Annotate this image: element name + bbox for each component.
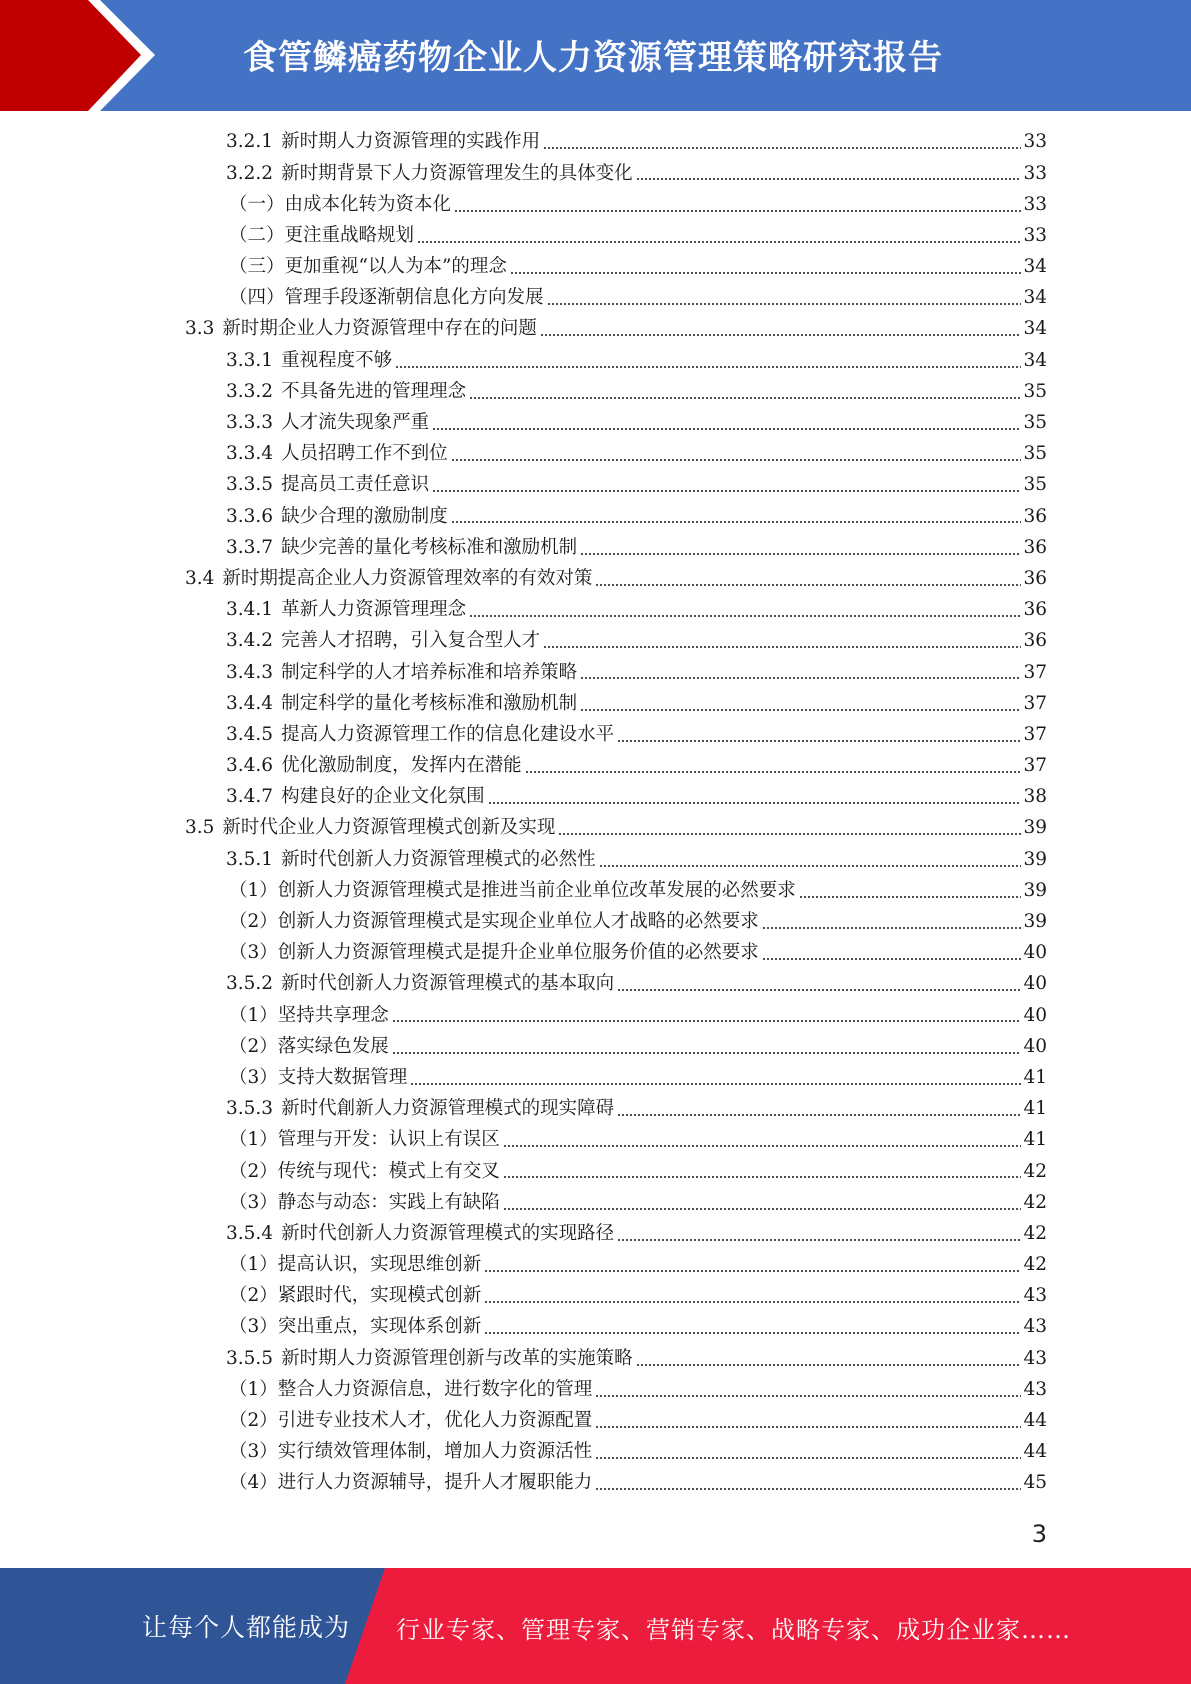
toc-entry[interactable] [0, 938, 1047, 969]
toc-entry-text: （2）引进专业技术人才，优化人力资源配置 [229, 1410, 593, 1432]
toc-entry-text: 新时期提高企业人力资源管理效率的有效对策 [222, 567, 593, 589]
toc-entry-title [229, 1443, 592, 1462]
toc-entry[interactable] [0, 1250, 1047, 1281]
toc-dot-leader [417, 241, 1021, 243]
toc-entry-text: 革新人力资源管理理念 [281, 599, 467, 621]
toc-entry-text: （3）实行绩效管理体制，增加人力资源活性 [229, 1441, 593, 1463]
toc-page-number: 33 [1023, 162, 1047, 184]
toc-dot-leader [543, 147, 1021, 149]
toc-dot-leader [595, 584, 1021, 586]
toc-entry-title [229, 1131, 500, 1150]
toc-entry-text: 新时期人力资源管理创新与改革的实施策略 [281, 1347, 633, 1369]
toc-page-number: 43 [1023, 1285, 1047, 1307]
toc-entry-text: （2）传统与现代：模式上有交叉 [229, 1160, 500, 1182]
toc-entry-number: 3.5.1 [226, 848, 274, 870]
toc-page-number: 34 [1023, 349, 1047, 371]
toc-page-number: 38 [1023, 786, 1047, 808]
toc-entry[interactable] [0, 1031, 1047, 1062]
toc-entry-text: 重视程度不够 [281, 349, 393, 371]
toc-page-number: 34 [1023, 256, 1047, 278]
toc-page-number: 37 [1023, 755, 1047, 777]
toc-entry[interactable] [0, 1094, 1047, 1125]
toc-entry[interactable] [0, 127, 1047, 158]
toc-entry[interactable] [0, 345, 1047, 376]
toc-dot-leader [484, 1301, 1021, 1303]
toc-entry[interactable] [0, 1125, 1047, 1156]
toc-dot-leader [580, 677, 1021, 679]
toc-entry-number: 3.3 [185, 318, 215, 340]
toc-entry-title [229, 1287, 481, 1306]
toc-page-number: 34 [1023, 287, 1047, 309]
toc-entry-text: 提高员工责任意识 [281, 474, 430, 496]
toc-dot-leader [617, 989, 1021, 991]
toc-entry-title [229, 224, 415, 246]
toc-entry-text: （二）更注重战略规划 [229, 224, 415, 246]
toc-entry[interactable] [0, 813, 1047, 844]
toc-entry-title [229, 1066, 408, 1088]
toc-dot-leader [503, 1145, 1022, 1147]
toc-page-number: 41 [1023, 1098, 1047, 1120]
toc-entry-text: （2）紧跟时代，实现模式创新 [229, 1285, 482, 1307]
toc-dot-leader [432, 490, 1021, 492]
toc-page-number: 43 [1023, 1378, 1047, 1400]
toc-dot-leader [617, 740, 1021, 742]
toc-dot-leader [547, 303, 1022, 305]
toc-dot-leader [595, 1395, 1021, 1397]
toc-entry-title [226, 788, 485, 807]
toc-entry-title [229, 913, 759, 932]
toc-page-number: 35 [1023, 412, 1047, 434]
toc-entry-number: 3.4 [185, 567, 215, 589]
toc-dot-leader [392, 1020, 1022, 1022]
toc-entry-text: 新时代创新人力资源管理模式的必然性 [281, 848, 596, 870]
toc-entry[interactable] [0, 439, 1047, 470]
toc-page-number: 33 [1023, 131, 1047, 153]
toc-page-number: 35 [1023, 443, 1047, 465]
toc-entry[interactable] [0, 1437, 1047, 1468]
toc-entry-number: 3.5.3 [226, 1098, 274, 1120]
toc-entry-number: 3.3.4 [226, 443, 274, 465]
toc-entry-text: 新时期企业人力资源管理中存在的问题 [222, 318, 537, 340]
toc-entry-text: （三）更加重视“以人为本”的理念 [229, 256, 507, 278]
toc-page-number: 40 [1023, 942, 1047, 964]
toc-entry-number: 3.2.2 [226, 162, 274, 184]
toc-entry-title [229, 193, 452, 215]
toc-dot-leader [617, 1239, 1021, 1241]
toc-entry-title [226, 848, 596, 870]
toc-entry-title [226, 723, 615, 745]
toc-entry-number: 3.3.1 [226, 349, 274, 371]
toc-entry[interactable] [0, 751, 1047, 782]
toc-dot-leader [595, 1488, 1021, 1490]
toc-page-number: 39 [1023, 817, 1047, 839]
toc-entry-title [185, 567, 593, 589]
toc-entry-text: （1）整合人力资源信息，进行数字化的管理 [229, 1378, 593, 1400]
toc-entry-number: 3.4.4 [226, 692, 274, 714]
toc-entry-title [226, 476, 429, 495]
toc-entry[interactable] [0, 470, 1047, 501]
toc-page-number: 37 [1023, 692, 1047, 714]
toc-entry[interactable] [0, 657, 1047, 688]
toc-page-number: 41 [1023, 1066, 1047, 1088]
toc-page-number: 41 [1023, 1129, 1047, 1151]
toc-entry-text: 优化激励制度，发挥内在潜能 [281, 755, 522, 777]
toc-dot-leader [580, 709, 1021, 711]
footer-banner [0, 1568, 1191, 1684]
toc-dot-leader [599, 865, 1022, 867]
toc-page-number: 35 [1023, 380, 1047, 402]
toc-entry-number: 3.3.2 [226, 380, 274, 402]
toc-page-number: 33 [1023, 224, 1047, 246]
toc-page-number: 35 [1023, 474, 1047, 496]
toc-page-number: 44 [1023, 1410, 1047, 1432]
toc-entry-number: 3.2.1 [226, 131, 274, 153]
toc-entry[interactable] [0, 158, 1047, 189]
toc-entry-text: 制定科学的人才培养标准和培养策略 [281, 661, 578, 683]
toc-entry[interactable] [0, 782, 1047, 813]
toc-entry-title [226, 133, 540, 152]
toc-dot-leader [636, 1364, 1022, 1366]
toc-page-number: 42 [1023, 1254, 1047, 1276]
toc-page-number: 42 [1023, 1160, 1047, 1182]
toc-dot-leader [510, 272, 1022, 274]
toc-entry-number: 3.5.2 [226, 973, 274, 995]
toc-entry-text: 人员招聘工作不到位 [281, 443, 448, 465]
toc-entry-text: 提高人力资源管理工作的信息化建设水平 [281, 723, 615, 745]
toc-page-number: 43 [1023, 1347, 1047, 1369]
toc-dot-leader [595, 1457, 1021, 1459]
page-number: 3 [1031, 1520, 1047, 1548]
toc-entry-title [226, 692, 578, 714]
toc-entry-title [229, 1256, 481, 1275]
toc-page-number: 36 [1023, 630, 1047, 652]
toc-entry[interactable] [0, 844, 1047, 875]
toc-dot-leader [799, 896, 1022, 898]
toc-dot-leader [469, 397, 1021, 399]
toc-entry-text: （四）管理手段逐渐朝信息化方向发展 [229, 287, 544, 309]
toc-entry-number: 3.4.6 [226, 755, 274, 777]
toc-entry[interactable] [0, 1468, 1047, 1499]
toc-page-number: 39 [1023, 911, 1047, 933]
toc-dot-leader [580, 553, 1021, 555]
toc-entry-title [229, 289, 544, 308]
toc-entry[interactable] [0, 1000, 1047, 1031]
toc-dot-leader [451, 521, 1022, 523]
toc-page-number: 39 [1023, 848, 1047, 870]
toc-entry-text: （4）进行人力资源辅导，提升人才履职能力 [229, 1472, 593, 1494]
toc-entry-number: 3.4.5 [226, 723, 274, 745]
toc-dot-leader [392, 1052, 1022, 1054]
toc-entry[interactable] [0, 1343, 1047, 1374]
toc-page-number: 33 [1023, 193, 1047, 215]
toc-page-number: 36 [1023, 505, 1047, 527]
toc-dot-leader [762, 927, 1022, 929]
toc-entry-title [226, 1100, 614, 1119]
toc-entry[interactable] [0, 1281, 1047, 1312]
toc-entry[interactable] [0, 408, 1047, 439]
toc-entry-text: 不具备先进的管理理念 [281, 380, 467, 402]
toc-dot-leader [617, 1114, 1021, 1116]
toc-entry[interactable] [0, 1156, 1047, 1187]
toc-dot-leader [451, 459, 1022, 461]
toc-entry-title [226, 505, 448, 527]
toc-entry-text: 新时期人力资源管理的实践作用 [281, 131, 541, 153]
toc-entry-title [229, 1378, 593, 1400]
toc-entry[interactable] [0, 252, 1047, 283]
toc-page-number: 36 [1023, 599, 1047, 621]
toc-dot-leader [540, 334, 1022, 336]
header-banner [0, 0, 1191, 111]
toc-entry-title [229, 879, 796, 901]
toc-entry[interactable] [0, 720, 1047, 751]
toc-entry-title [229, 1191, 500, 1213]
toc-entry-number: 3.3.3 [226, 412, 274, 434]
toc-entry-text: 完善人才招聘，引入复合型人才 [281, 630, 541, 652]
toc-entry-number: 3.3.6 [226, 505, 274, 527]
toc-entry-title [226, 1347, 633, 1369]
toc-entry-text: （1）管理与开发：认识上有误区 [229, 1129, 500, 1151]
toc-entry-text: 新时期背景下人力资源管理发生的具体变化 [281, 162, 633, 184]
toc-page-number: 39 [1023, 879, 1047, 901]
toc-page-number: 40 [1023, 1004, 1047, 1026]
toc-entry[interactable] [0, 283, 1047, 314]
toc-entry[interactable] [0, 564, 1047, 595]
toc-dot-leader [395, 366, 1021, 368]
toc-dot-leader [543, 646, 1021, 648]
toc-entry[interactable] [0, 532, 1047, 563]
toc-entry-title [229, 1160, 500, 1182]
toc-entry[interactable] [0, 189, 1047, 220]
toc-entry-title [229, 1035, 389, 1057]
toc-entry-title [229, 1318, 481, 1337]
toc-page-number: 36 [1023, 536, 1047, 558]
toc-dot-leader [432, 428, 1021, 430]
toc-page-number: 34 [1023, 318, 1047, 340]
header-red-chevron [0, 0, 145, 111]
toc-entry[interactable] [0, 501, 1047, 532]
toc-dot-leader [484, 1270, 1021, 1272]
toc-entry-title [185, 320, 537, 339]
toc-entry[interactable] [0, 377, 1047, 408]
toc-entry-title [226, 757, 522, 776]
toc-entry-title [226, 536, 578, 558]
toc-entry-title [226, 975, 614, 994]
toc-entry-text: （2）创新人力资源管理模式是实现企业单位人才战略的必然要求 [229, 911, 759, 933]
toc-entry-text: （3）静态与动态：实践上有缺陷 [229, 1191, 500, 1213]
toc-dot-leader [454, 210, 1021, 212]
toc-page-number: 40 [1023, 973, 1047, 995]
toc-entry-number: 3.3.7 [226, 536, 274, 558]
toc-entry-text: 新时代创新人力资源管理模式的基本取向 [281, 973, 615, 995]
toc-entry-text: 新时代创新人力资源管理模式的实现路径 [281, 1222, 615, 1244]
toc-page-number: 43 [1023, 1316, 1047, 1338]
toc-entry-title [229, 1412, 592, 1431]
toc-page-number: 45 [1023, 1472, 1047, 1494]
toc-entry-title [226, 632, 540, 651]
toc-dot-leader [410, 1083, 1021, 1085]
toc-entry[interactable] [0, 1219, 1047, 1250]
toc-entry-text: 新时代創新人力资源管理模式的现实障碍 [281, 1098, 615, 1120]
toc-dot-leader [484, 1332, 1021, 1334]
toc-page-number: 36 [1023, 567, 1047, 589]
toc-entry[interactable] [0, 688, 1047, 719]
toc-entry-number: 3.4.7 [226, 786, 274, 808]
toc-entry-text: （3）突出重点，实现体系创新 [229, 1316, 482, 1338]
toc-entry-text: （1）提高认识，实现思维创新 [229, 1254, 482, 1276]
toc-entry[interactable] [0, 1375, 1047, 1406]
toc-dot-leader [636, 178, 1022, 180]
toc-entry[interactable] [0, 595, 1047, 626]
toc-entry-text: （2）落实绿色发展 [229, 1035, 389, 1057]
toc-entry-number: 3.3.5 [226, 474, 274, 496]
toc-entry-title [226, 349, 393, 371]
toc-entry-number: 3.4.1 [226, 599, 274, 621]
toc-dot-leader [762, 958, 1022, 960]
toc-entry[interactable] [0, 907, 1047, 938]
toc-entry[interactable] [0, 1063, 1047, 1094]
toc-entry-number: 3.5.5 [226, 1347, 274, 1369]
toc-entry-title [229, 258, 507, 277]
toc-entry-title [226, 445, 448, 464]
toc-entry[interactable] [0, 626, 1047, 657]
toc-page-number: 37 [1023, 723, 1047, 745]
toc-entry[interactable] [0, 314, 1047, 345]
toc-entry-text: 人才流失现象严重 [281, 412, 430, 434]
toc-entry-text: 制定科学的量化考核标准和激励机制 [281, 692, 578, 714]
toc-entry-text: （3）支持大数据管理 [229, 1066, 408, 1088]
toc-page-number: 40 [1023, 1035, 1047, 1057]
toc-entry-title [226, 414, 429, 433]
toc-page-number: 44 [1023, 1441, 1047, 1463]
toc-entry-title [226, 380, 467, 402]
toc-entry-title [226, 601, 466, 620]
toc-dot-leader [469, 615, 1021, 617]
toc-entry-text: （一）由成本化转为资本化 [229, 193, 452, 215]
toc-entry-title [226, 162, 633, 184]
toc-entry[interactable] [0, 876, 1047, 907]
footer-slogan-left: 让每个人都能成为 [142, 1613, 351, 1642]
toc-dot-leader [525, 771, 1022, 773]
toc-dot-leader [558, 833, 1021, 835]
toc-dot-leader [595, 1426, 1021, 1428]
toc-entry-text: 构建良好的企业文化氛围 [281, 786, 485, 808]
footer-slogan-right: 行业专家、管理专家、营销专家、战略专家、成功企业家…… [396, 1616, 1071, 1644]
toc-entry[interactable] [0, 969, 1047, 1000]
toc-entry-title [229, 1004, 389, 1026]
table-of-contents [0, 127, 1191, 1499]
toc-entry[interactable] [0, 1187, 1047, 1218]
toc-entry-text: （3）创新人力资源管理模式是提升企业单位服务价值的必然要求 [229, 942, 759, 964]
toc-entry-number: 3.4.2 [226, 630, 274, 652]
report-title: 食管鳞癌药物企业人力资源管理策略研究报告 [243, 38, 943, 78]
toc-entry-number: 3.5.4 [226, 1222, 274, 1244]
toc-dot-leader [503, 1208, 1022, 1210]
toc-entry-text: 新时代企业人力资源管理模式创新及实现 [222, 817, 556, 839]
toc-entry-number: 3.4.3 [226, 661, 274, 683]
toc-entry-title [226, 661, 578, 683]
toc-entry-title [226, 1222, 615, 1244]
toc-entry-title [185, 819, 555, 838]
toc-entry-text: 缺少完善的量化考核标准和激励机制 [281, 536, 578, 558]
toc-entry-text: （1）创新人力资源管理模式是推进当前企业单位改革发展的必然要求 [229, 879, 796, 901]
toc-entry[interactable] [0, 1312, 1047, 1343]
toc-entry-text: （1）坚持共享理念 [229, 1004, 389, 1026]
toc-entry-title [229, 944, 759, 963]
toc-entry-text: 缺少合理的激励制度 [281, 505, 448, 527]
toc-entry-title [229, 1474, 592, 1493]
toc-dot-leader [488, 802, 1022, 804]
toc-entry[interactable] [0, 1406, 1047, 1437]
toc-dot-leader [503, 1176, 1022, 1178]
toc-entry-number: 3.5 [185, 817, 215, 839]
toc-entry[interactable] [0, 221, 1047, 252]
toc-page-number: 37 [1023, 661, 1047, 683]
toc-page-number: 42 [1023, 1222, 1047, 1244]
toc-page-number: 42 [1023, 1191, 1047, 1213]
